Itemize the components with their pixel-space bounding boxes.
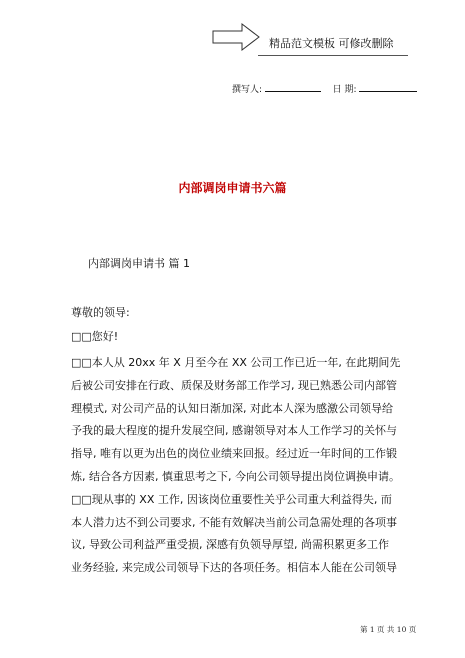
- salutation: 尊敬的领导:: [71, 306, 130, 319]
- header-banner: [212, 22, 412, 58]
- body-line: 业务经验, 来完成公司领导下达的各项任务。相信本人能在公司领导: [71, 561, 397, 575]
- body-line: 本人潜力达不到公司要求, 不能有效解决当前公司急需处理的各项事: [71, 515, 397, 529]
- banner-underline: [258, 55, 408, 56]
- author-label: 撰写人:: [232, 85, 263, 95]
- page-number: 第 1 页 共 10 页: [360, 625, 417, 634]
- body-text: [71, 352, 401, 580]
- author-blank: [265, 82, 321, 92]
- date-label: 日 期:: [332, 85, 357, 95]
- body-line: 予我的最大程度的提升发展空间, 感谢领导对本人工作学习的关怀与: [71, 424, 397, 438]
- body-line: 理模式, 对公司产品的认知日渐加深, 对此本人深为感激公司领导给: [71, 401, 393, 415]
- section-heading: 内部调岗申请书 篇 1: [88, 257, 190, 270]
- body-line: 炼, 结合各方因素, 慎重思考之下, 今向公司领导提出岗位调换申请。: [71, 469, 400, 483]
- banner-text: 精品范文模板 可修改删除: [269, 37, 394, 50]
- greeting: □□您好!: [71, 330, 119, 343]
- document-title: 内部调岗申请书六篇: [178, 181, 287, 195]
- body-line: 议, 导致公司利益严重受损, 深感有负领导厚望, 尚需积累更多工作: [71, 538, 389, 552]
- body-line: 后被公司安排在行政、质保及财务部工作学习, 现已熟悉公司内部管: [71, 378, 397, 392]
- body-line: 指导, 唯有以更为出色的岗位业绩来回报。经过近一年时间的工作锻: [71, 447, 397, 461]
- date-blank: [359, 82, 417, 92]
- body-line: □□现从事的 XX 工作, 因该岗位重要性关乎公司重大利益得失, 而: [71, 492, 392, 506]
- body-line: □□本人从 20xx 年 X 月至今在 XX 公司工作已近一年, 在此期间先: [71, 356, 401, 369]
- author-date-line: [232, 82, 417, 96]
- arrow-right-icon: [212, 22, 262, 52]
